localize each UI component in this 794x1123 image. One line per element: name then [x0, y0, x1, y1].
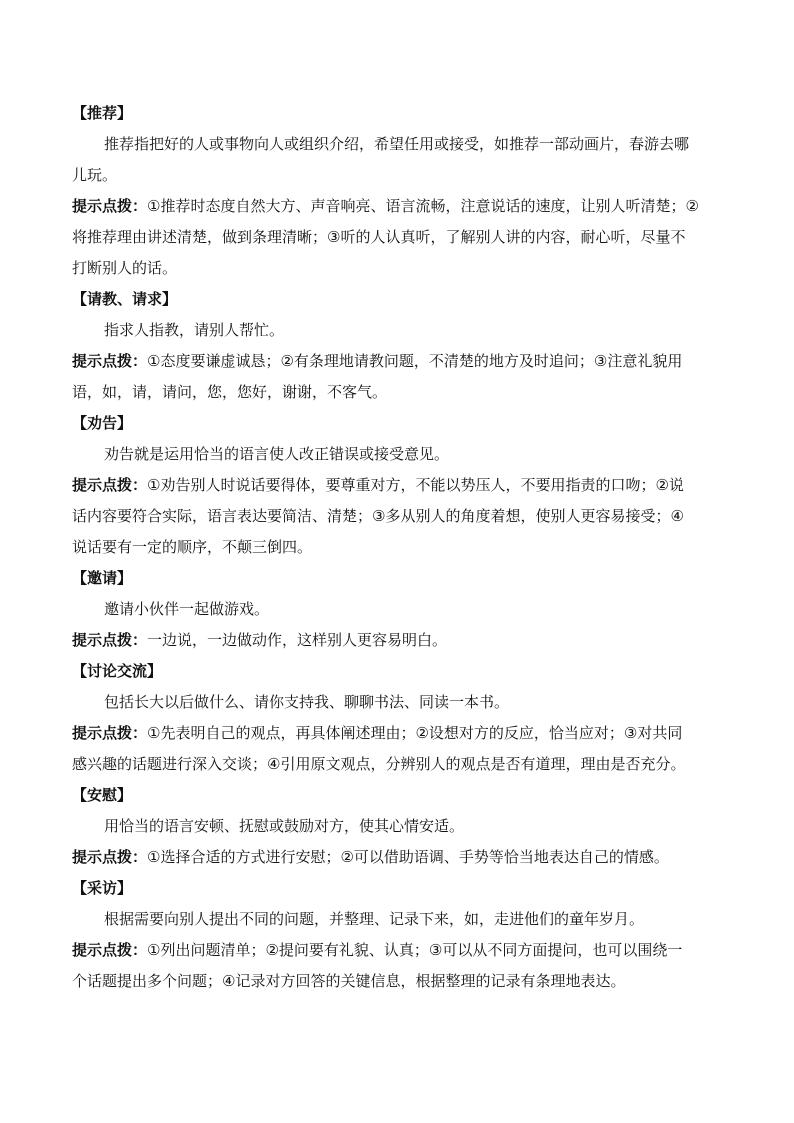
tip-text: ①列出问题清单；②提问要有礼貌、认真；③可以从不同方面提问，也可以围绕一	[147, 941, 683, 959]
tip-line	[72, 846, 669, 868]
tip-line: 语，如，请，请问，您，您好，谢谢，不客气。	[72, 383, 388, 401]
tip-line: 感兴趣的话题进行深入交谈；④引用原文观点，分辨别人的观点是否有道理，理由是否充分。	[72, 755, 686, 773]
section-desc-line: 儿玩。	[72, 166, 118, 184]
tip-label: 提示点拨：	[72, 724, 148, 742]
tip-label: 提示点拨：	[72, 197, 148, 215]
section-desc-line: 包括长大以后做什么、请你支持我、聊聊书法、同读一本书。	[104, 693, 510, 711]
section-desc-line: 邀请小伙伴一起做游戏。	[104, 600, 270, 618]
tip-line	[72, 939, 682, 961]
section-desc-line: 指求人指教，请别人帮忙。	[104, 321, 285, 339]
section-desc-line: 根据需要向别人提出不同的问题，并整理、记录下来，如，走进他们的童年岁月。	[104, 910, 645, 928]
section-desc-line: 用恰当的语言安顿、抚慰或鼓励对方，使其心情安适。	[104, 817, 465, 835]
tip-line: 个话题提出多个问题；④记录对方回答的关键信息，根据整理的记录有条理地表达。	[72, 972, 626, 990]
tip-line: 将推荐理由讲述清楚，做到条理清晰；③听的人认真听，了解别人讲的内容，耐心听，尽量不	[72, 228, 686, 246]
tip-label: 提示点拨：	[72, 941, 148, 959]
tip-text: ①态度要谦虚诚恳；②有条理地请教问题，不清楚的地方及时追问；③注意礼貌用	[147, 352, 683, 370]
tip-label: 提示点拨：	[72, 631, 148, 649]
tip-label: 提示点拨：	[72, 848, 148, 866]
tip-line	[72, 629, 447, 651]
tip-text: ①先表明自己的观点，再具体阐述理由；②设想对方的反应，恰当应对；③对共同	[147, 724, 683, 742]
section-desc-line: 推荐指把好的人或事物向人或组织介绍，希望任用或接受，如推荐一部动画片，春游去哪	[104, 135, 690, 153]
tip-line	[72, 195, 699, 217]
tip-label: 提示点拨：	[72, 352, 148, 370]
tip-line: 说话要有一定的顺序，不颠三倒四。	[72, 538, 313, 556]
section-title-interview: 【采访】	[72, 879, 133, 897]
section-title-consult: 【请教、请求】	[72, 290, 178, 308]
section-title-discussion: 【讨论交流】	[72, 662, 163, 680]
section-title-advise: 【劝告】	[72, 414, 133, 432]
tip-text: ①推荐时态度自然大方、声音响亮、语言流畅，注意说话的速度，让别人听清楚；②	[147, 197, 699, 215]
tip-line	[72, 350, 682, 372]
section-title-recommend: 【推荐】	[72, 104, 133, 122]
tip-text: ①劝告别人时说话要得体，要尊重对方，不能以势压人，不要用指责的口吻；②说	[147, 476, 684, 494]
tip-label: 提示点拨：	[72, 476, 148, 494]
tip-text: ①选择合适的方式进行安慰；②可以借助语调、手势等恰当地表达自己的情感。	[147, 848, 669, 866]
tip-line: 话内容要符合实际，语言表达要简洁、清楚；③多从别人的角度着想，使别人更容易接受；④	[72, 507, 684, 525]
tip-text: 一边说，一边做动作，这样别人更容易明白。	[147, 631, 448, 649]
section-title-invite: 【邀请】	[72, 569, 133, 587]
tip-line	[72, 722, 682, 744]
tip-line: 打断别人的话。	[72, 259, 178, 277]
section-desc-line: 劝告就是运用恰当的语言使人改正错误或接受意见。	[104, 445, 450, 463]
tip-line	[72, 474, 684, 496]
section-title-comfort: 【安慰】	[72, 786, 133, 804]
